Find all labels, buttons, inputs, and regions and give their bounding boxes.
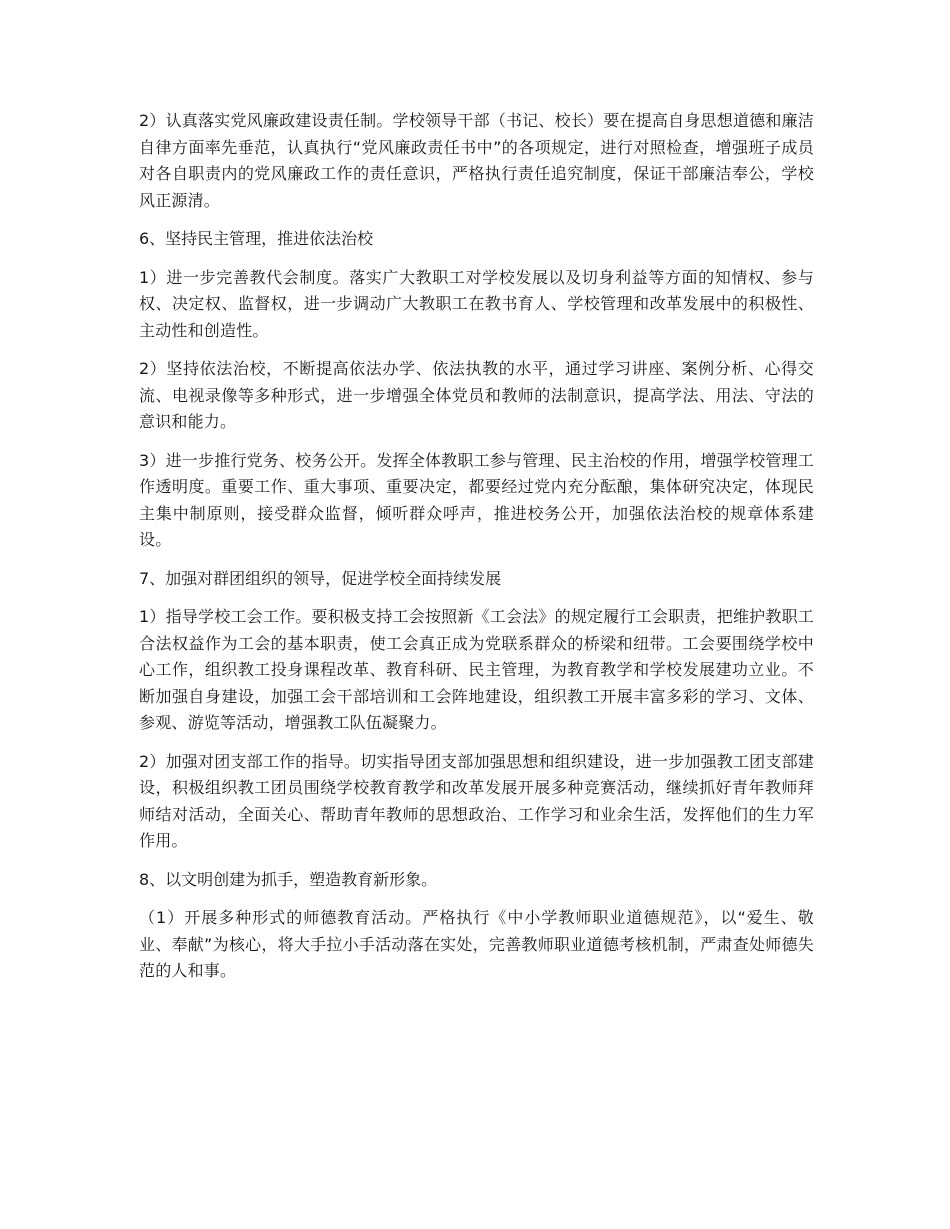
paragraph-rule-of-law: 2）坚持依法治校，不断提高依法办学、依法执教的水平，通过学习讲座、案例分析、心得交流、电视录像等多种形式，进一步增强全体党员和教师的法制意识，提高学法、用法、守法的意识和能力。: [139, 359, 814, 431]
document-page: [139, 108, 814, 997]
section-heading-civilization: 8、以文明创建为抓手，塑造教育新形象。: [139, 869, 438, 889]
paragraph-youth-league: 2）加强对团支部工作的指导。切实指导团支部加强思想和组织建设，进一步加强教工团支部建设，积极组织教工团员围绕学校教育教学和改革发展开展多种竞赛活动，继续抓好青年教师拜师结对活动，全面关心、帮助青年教师的思想政治、工作学习和业余生活，发挥他们的生力军作用。: [139, 751, 814, 850]
paragraph-public-affairs: 3）进一步推行党务、校务公开。发挥全体教职工参与管理、民主治校的作用，增强学校管理工作透明度。重要工作、重大事项、重要决定，都要经过党内充分酝酿，集体研究决定，体现民主集中制原则，接受群众监督，倾听群众呼声，推进校务公开，加强依法治校的规章体系建设。: [139, 450, 814, 549]
paragraph-responsibility-system: 2）认真落实党风廉政建设责任制。学校领导干部（书记、校长）要在提高自身思想道德和廉洁自律方面率先垂范，认真执行“党风廉政责任书中”的各项规定，进行对照检查，增强班子成员对各自职责内的党风廉政工作的责任意识，严格执行责任追究制度，保证干部廉洁奉公，学校风正源清。: [139, 111, 814, 210]
paragraph-teacher-ethics: （1）开展多种形式的师德教育活动。严格执行《中小学教师职业道德规范》，以“爱生、敬业、奉献”为核心，将大手拉小手活动落在实处，完善教师职业道德考核机制，严肃查处师德失范的人和事。: [139, 908, 814, 980]
paragraph-staff-congress: 1）进一步完善教代会制度。落实广大教职工对学校发展以及切身利益等方面的知情权、参与权、决定权、监督权，进一步调动广大教职工在教书育人、学校管理和改革发展中的积极性、主动性和创造性。: [139, 267, 814, 340]
section-heading-mass-organizations: 7、加强对群团组织的领导，促进学校全面持续发展: [139, 568, 502, 588]
section-heading-democratic-management: 6、坚持民主管理，推进依法治校: [139, 229, 374, 248]
paragraph-trade-union: 1）指导学校工会工作。要积极支持工会按照新《工会法》的规定履行工会职责，把维护教职工合法权益作为工会的基本职责，使工会真正成为党联系群众的桥梁和纽带。工会要围绕学校中心工作，组织教工投身课程改革、教育科研、民主管理，为教育教学和学校发展建功立业。不断加强自身建设，加强工会干部培训和工会阵地建设，组织教工开展丰富多彩的学习、文体、参观、游览等活动，增强教工队伍凝聚力。: [139, 607, 814, 732]
